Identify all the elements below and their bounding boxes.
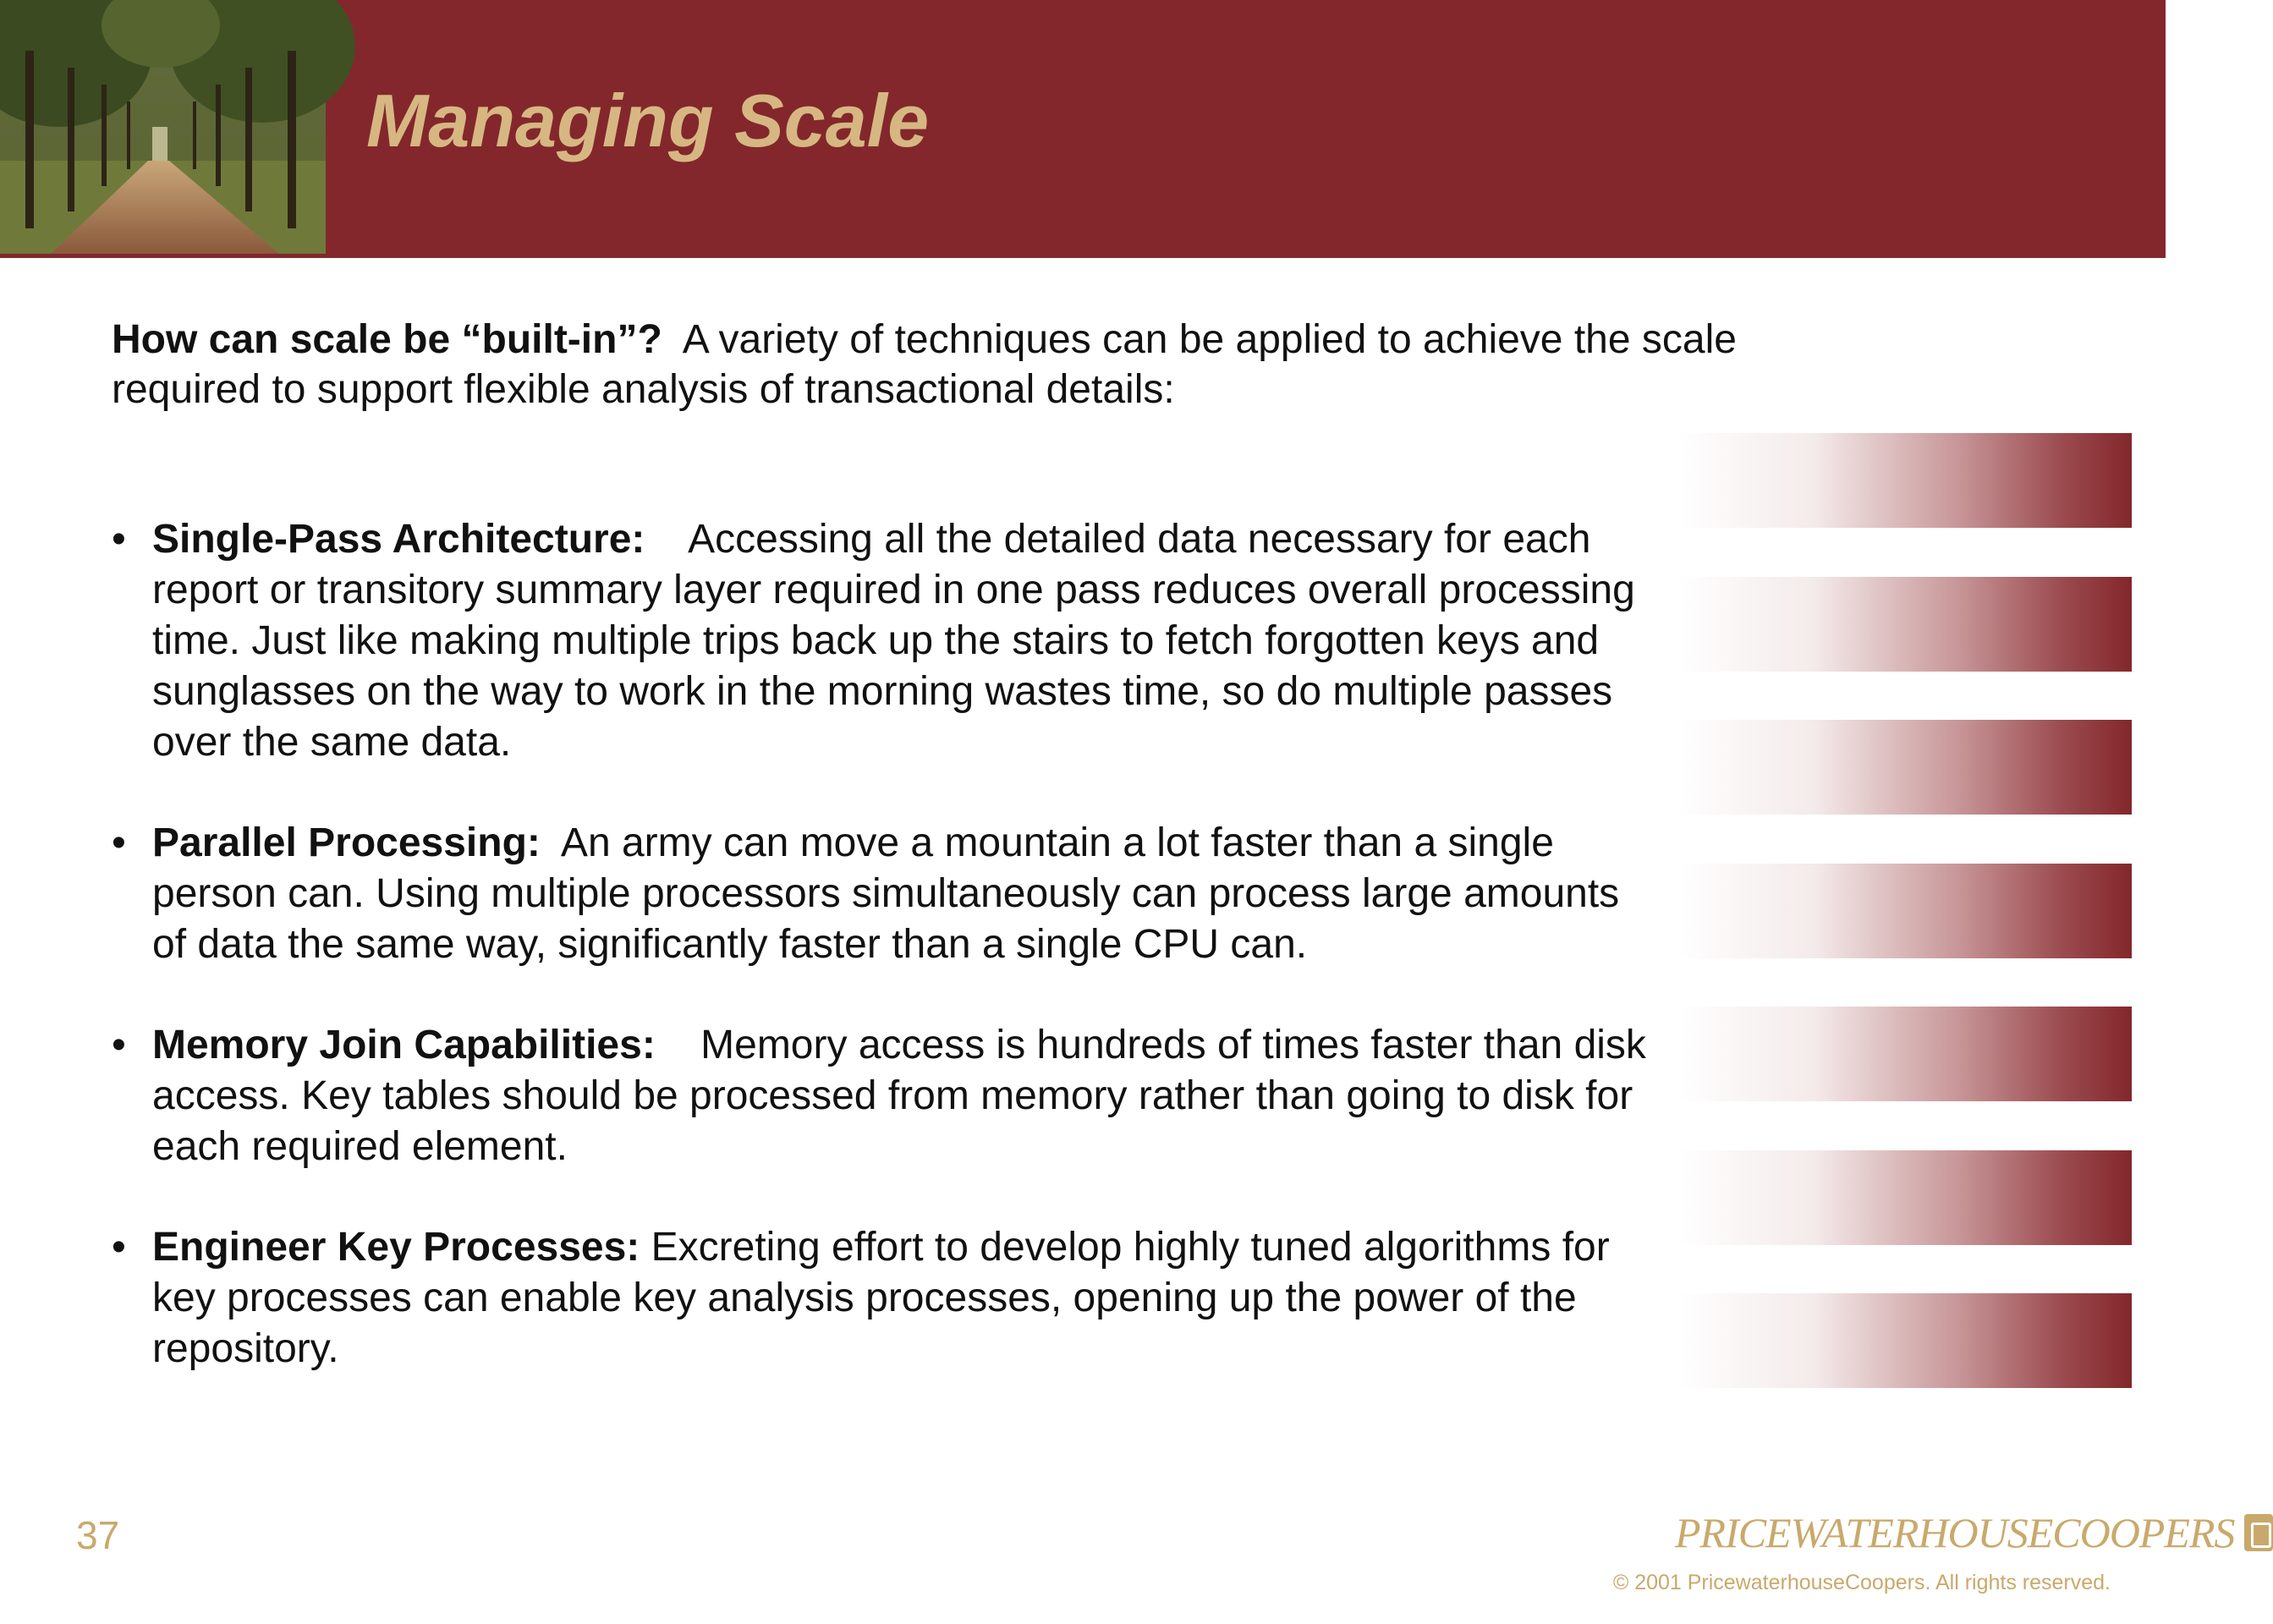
bullet-heading: Parallel Processing: (152, 820, 541, 865)
gradient-bar (1679, 433, 2132, 528)
list-item (112, 1020, 1660, 1172)
gradient-bar (1679, 577, 2132, 672)
bullet-icon: • (112, 1023, 126, 1067)
gradient-bar (1679, 1293, 2132, 1388)
gradient-bar (1679, 1150, 2132, 1245)
bullet-icon: • (112, 820, 126, 865)
page-number: 37 (76, 1513, 120, 1557)
bullet-text: An army can move a mountain a lot faster than a single person can. Using multiple processors simultaneously can process large amounts of data the same way, significantly faster than a single CPU can. (152, 820, 1620, 967)
decorative-gradient-bars (1679, 0, 2132, 1438)
list-item (112, 818, 1660, 970)
bullet-text: Memory access is hundreds of times faster than disk access. Key tables should be processed from memory rather than going to disk for each required element. (152, 1023, 1646, 1169)
list-item (112, 1222, 1660, 1374)
bullet-text: Accessing all the detailed data necessary for each report or transitory summary layer required in one pass reduces overall processing time. Just like making multiple trips back up the stairs to fetch forgotten keys and sunglasses on the way to work in the morning wastes time, so do multiple passes over the same data. (152, 517, 1635, 765)
copyright-notice: © 2001 PricewaterhouseCoopers. All rights reserved. (1612, 1571, 2111, 1594)
bullet-icon: • (112, 517, 126, 562)
gradient-bar (1679, 1007, 2132, 1101)
tree-lined-road-photo (0, 0, 326, 254)
intro-paragraph (112, 315, 1871, 414)
intro-question: How can scale be “built-in”? (112, 317, 662, 362)
logo-text: PRICEWATERHOUSECOOPERS (1675, 1509, 2235, 1556)
bullet-icon: • (112, 1225, 126, 1270)
page-title: Managing Scale (366, 79, 930, 162)
technique-list (112, 514, 1660, 1424)
gradient-bar (1679, 864, 2132, 958)
intro-text: A variety of techniques can be applied to achieve the scale required to support flexible analysis of transactional details: (112, 317, 1737, 412)
bullet-heading: Engineer Key Processes: (152, 1225, 640, 1270)
bullet-heading: Memory Join Capabilities: (152, 1023, 656, 1067)
bullet-text: Excreting effort to develop highly tuned algorithms for key processes can enable key analysis processes, opening up the power of the repository. (152, 1225, 1610, 1371)
logo-mark-icon (2244, 1514, 2273, 1551)
gradient-bar (1679, 720, 2132, 815)
list-item (112, 514, 1660, 768)
company-logo (1675, 1507, 2273, 1558)
bullet-heading: Single-Pass Architecture: (152, 517, 645, 562)
